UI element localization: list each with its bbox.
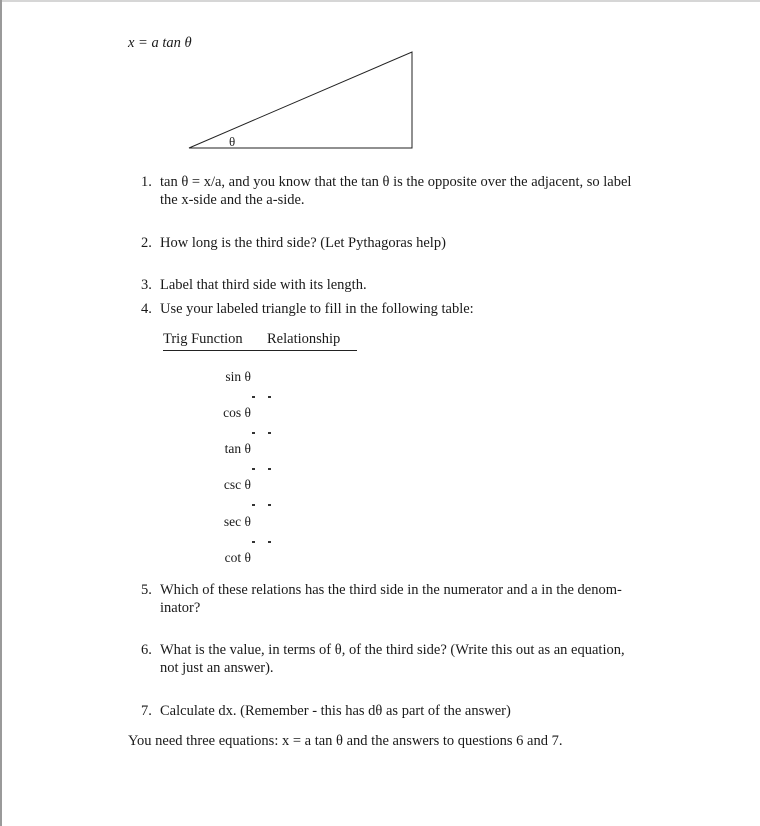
question-3-text: Label that third side with its length.	[160, 277, 367, 293]
table-row-cos: cos θ	[223, 405, 251, 420]
question-6-text: What is the value, in terms of θ, of the third side? (Write this out as an equation,	[160, 642, 625, 658]
question-1-text: tan θ = x/a, and you know that the tan θ is the opposite over the adjacent, so label	[160, 174, 632, 190]
table-row-sin: sin θ	[225, 369, 251, 384]
question-3: 3. Label that third side with its length.	[141, 277, 367, 293]
blank-mark	[252, 541, 255, 543]
question-5: 5. Which of these relations has the third side in the numerator and a in the denom-	[141, 582, 622, 598]
blank-mark	[252, 432, 255, 434]
table-header-relationship: Relationship	[267, 331, 341, 347]
question-6: 6. What is the value, in terms of θ, of the third side? (Write this out as an equation,	[141, 642, 625, 658]
right-triangle-figure	[0, 0, 760, 200]
table-row-csc: csc θ	[223, 477, 251, 492]
table-header-rule	[163, 350, 357, 351]
blank-mark	[268, 541, 271, 543]
blank-mark	[252, 468, 255, 470]
question-4-text: Use your labeled triangle to fill in the following table:	[160, 301, 474, 317]
blank-mark	[268, 504, 271, 506]
table-row-sec: sec θ	[223, 514, 251, 529]
question-5-text: Which of these relations has the third side in the numerator and a in the denom-	[160, 582, 622, 598]
table-row-tan: tan θ	[224, 441, 251, 456]
table-header-row	[163, 331, 340, 348]
question-1: 1. tan θ = x/a, and you know that the tan θ is the opposite over the adjacent, so label	[141, 174, 632, 190]
question-2: 2. How long is the third side? (Let Pythagoras help)	[141, 235, 446, 251]
table-header-trig-function: Trig Function	[163, 331, 243, 347]
blank-mark	[268, 468, 271, 470]
question-5-continuation: inator?	[160, 600, 201, 616]
question-2-text: How long is the third side? (Let Pythagoras help)	[160, 235, 446, 251]
question-7-text: Calculate dx. (Remember - this has dθ as part of the answer)	[160, 703, 511, 719]
substitution-heading: x = a tan θ	[128, 35, 192, 51]
question-4: 4. Use your labeled triangle to fill in the following table:	[141, 301, 474, 317]
table-row-cot: cot θ	[224, 550, 251, 565]
blank-mark	[268, 432, 271, 434]
blank-mark	[252, 396, 255, 398]
blank-mark	[252, 504, 255, 506]
footer-note: You need three equations: x = a tan θ and the answers to questions 6 and 7.	[128, 733, 563, 749]
question-1-continuation: the x-side and the a-side.	[160, 192, 305, 208]
right-triangle	[189, 52, 412, 148]
blank-mark	[268, 396, 271, 398]
theta-angle-label: θ	[229, 134, 236, 149]
question-7: 7. Calculate dx. (Remember - this has dθ as part of the answer)	[141, 703, 511, 719]
question-6-continuation: not just an answer).	[160, 660, 274, 676]
